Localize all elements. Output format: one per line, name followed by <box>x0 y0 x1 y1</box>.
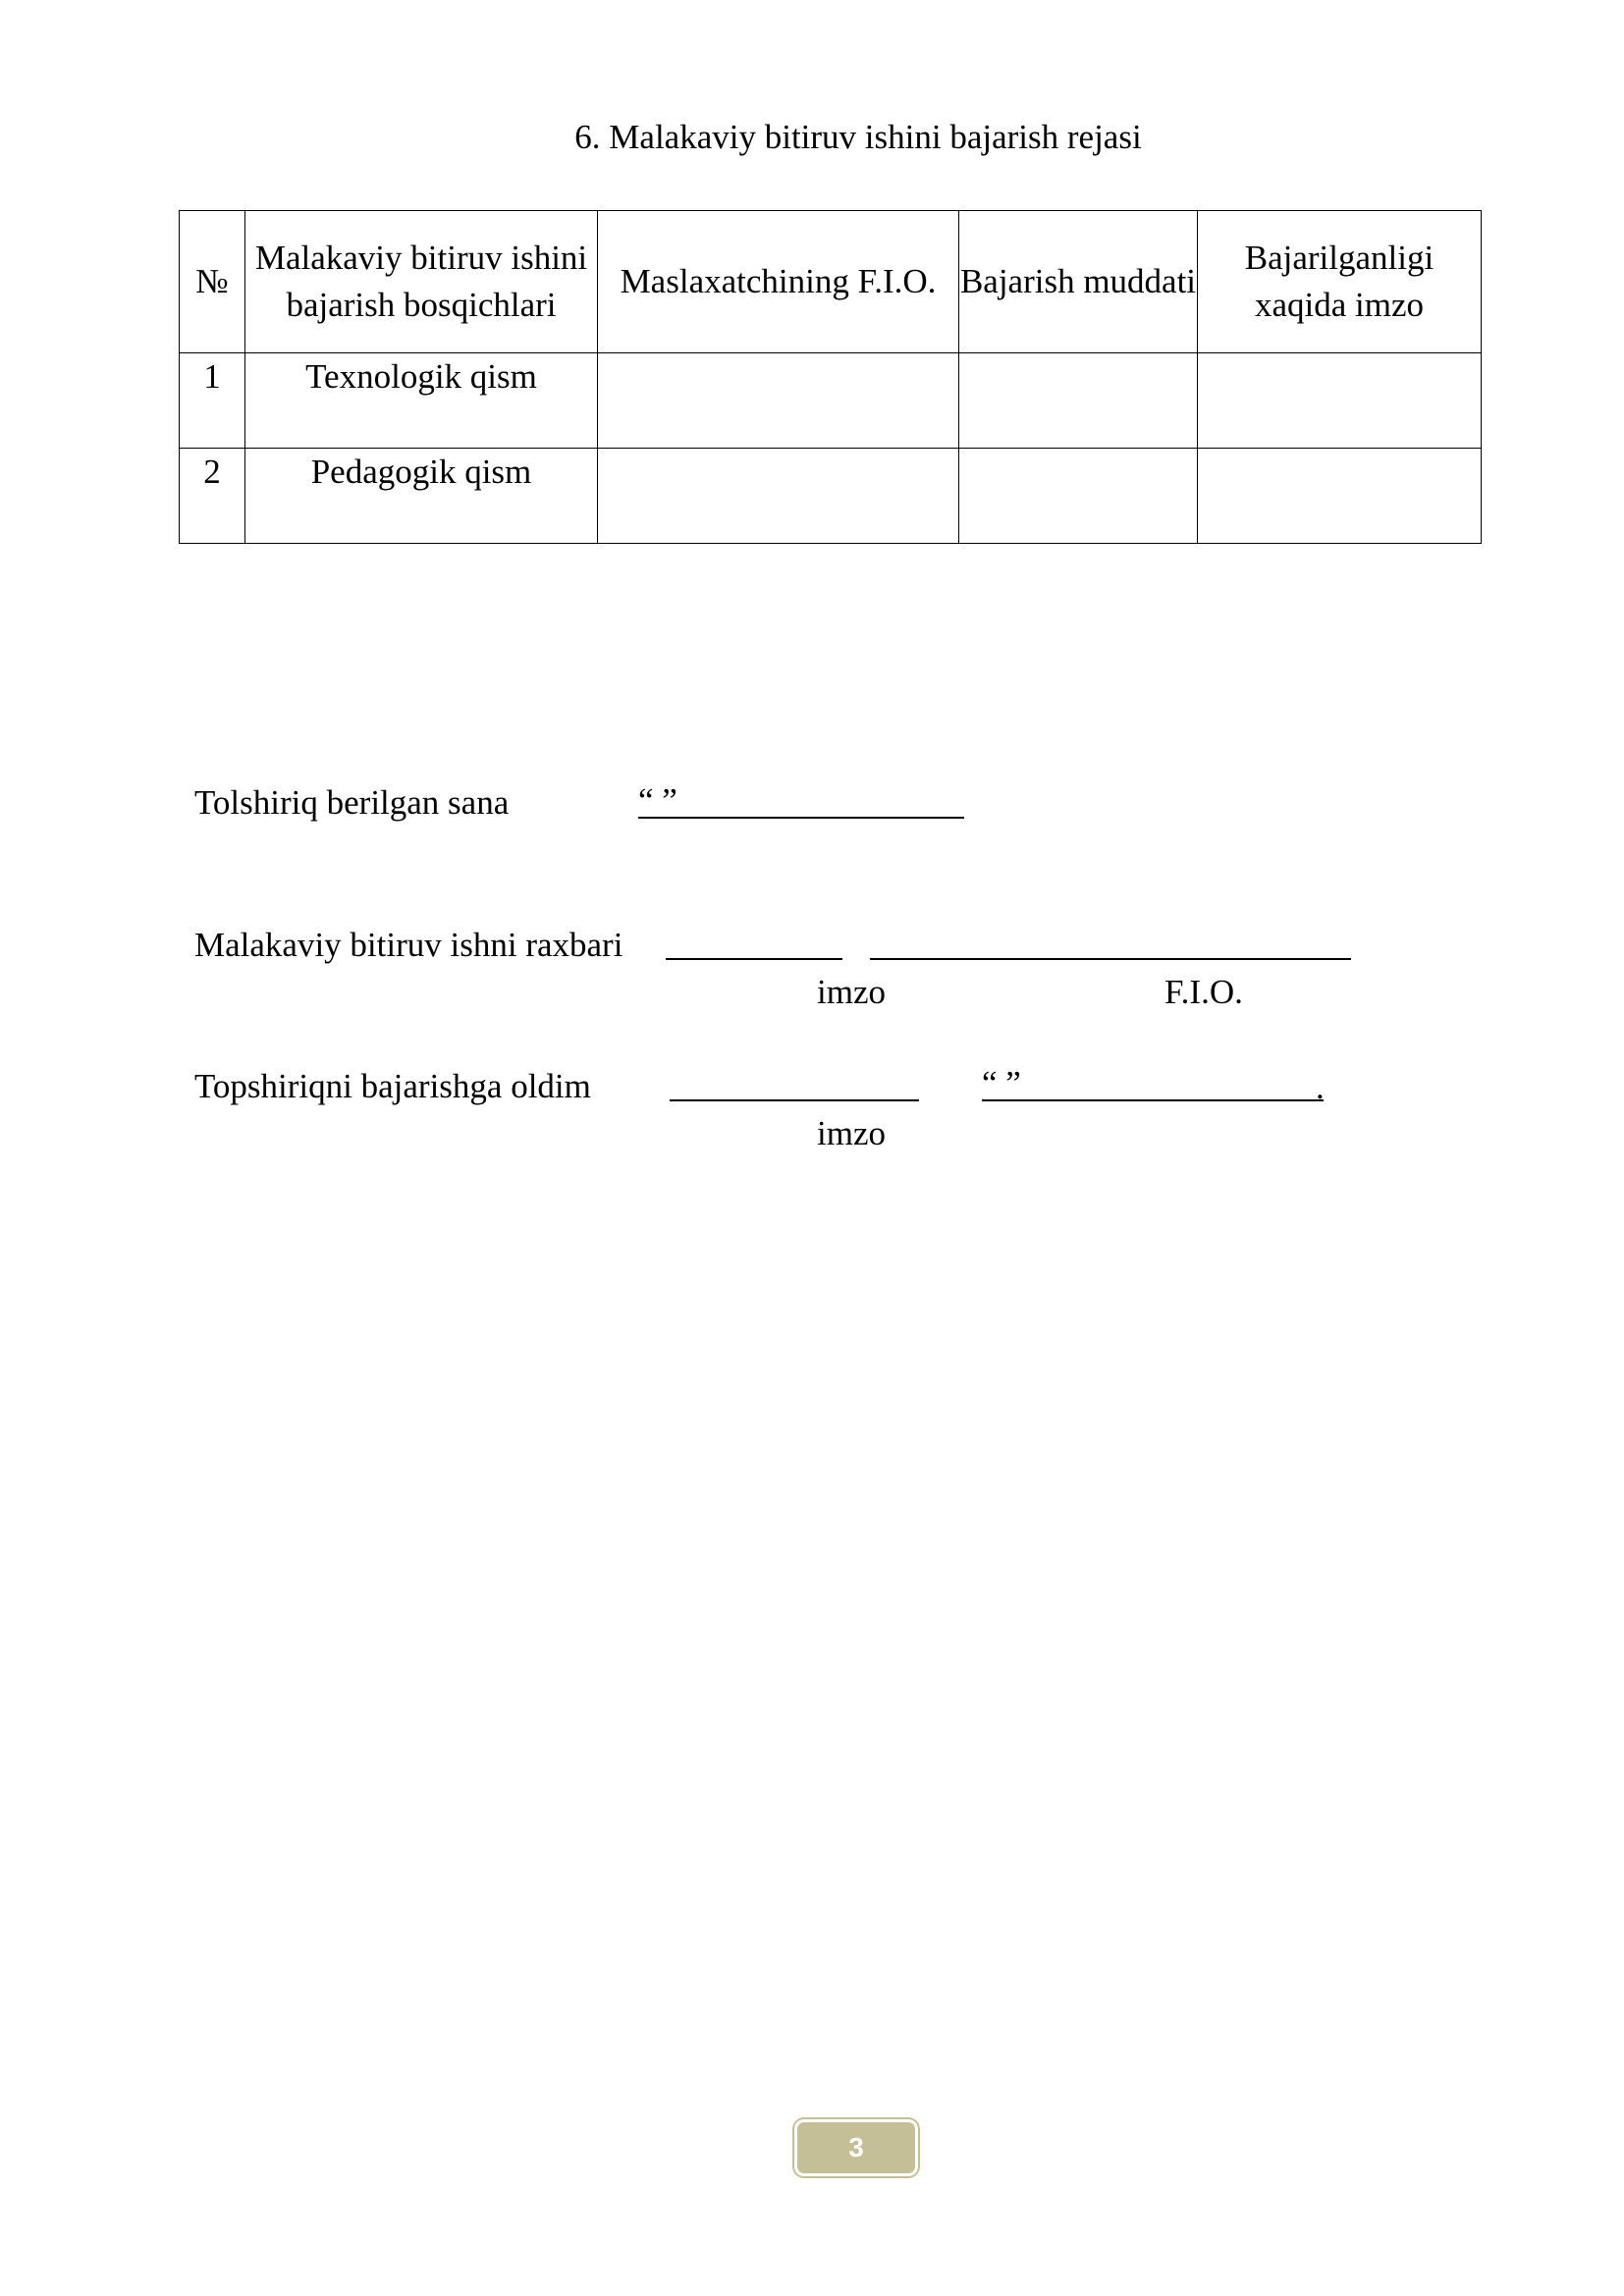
header-number: № <box>180 211 245 353</box>
date-label: Tolshiriq berilgan sana <box>194 783 510 822</box>
accepted-quote: “ ” <box>982 1064 1021 1102</box>
header-consultant: Maslaxatchining F.I.O. <box>598 211 959 353</box>
date-quote: “ ” <box>638 781 677 820</box>
page-number-badge: 3 <box>797 2122 915 2173</box>
accepted-signature-caption: imzo <box>817 1114 886 1152</box>
header-deadline: Bajarish muddati <box>959 211 1198 353</box>
table-cell: 2 <box>180 449 245 544</box>
header-signature: Bajarilganligi xaqida imzo <box>1198 211 1482 353</box>
supervisor-signature-line[interactable] <box>666 958 842 960</box>
table-cell[interactable] <box>959 449 1198 544</box>
table-cell[interactable] <box>1198 449 1482 544</box>
table-cell: Pedagogik qism <box>245 449 598 544</box>
supervisor-name-line[interactable] <box>870 958 1351 960</box>
table-cell[interactable] <box>598 353 959 449</box>
accepted-date-line[interactable] <box>982 1099 1324 1101</box>
table-row <box>180 449 1482 544</box>
supervisor-label: Malakaviy bitiruv ishni raxbari <box>194 926 623 964</box>
header-stages: Malakaviy bitiruv ishini bajarish bosqichlari <box>245 211 598 353</box>
supervisor-signature-caption: imzo <box>817 973 886 1011</box>
table-cell[interactable] <box>959 353 1198 449</box>
table-cell[interactable] <box>1198 353 1482 449</box>
supervisor-name-caption: F.I.O. <box>1164 973 1243 1011</box>
table-row <box>180 353 1482 449</box>
accepted-label: Topshiriqni bajarishga oldim <box>194 1067 591 1105</box>
table-cell: Texnologik qism <box>245 353 598 449</box>
table-cell: 1 <box>180 353 245 449</box>
plan-table <box>179 210 1482 544</box>
table-header-row <box>180 211 1482 353</box>
date-line[interactable] <box>638 817 964 819</box>
page-title: 6. Malakaviy bitiruv ishini bajarish rejasi <box>574 118 1142 156</box>
accepted-signature-line[interactable] <box>670 1099 919 1101</box>
table-cell[interactable] <box>598 449 959 544</box>
accepted-period: . <box>1316 1068 1325 1106</box>
